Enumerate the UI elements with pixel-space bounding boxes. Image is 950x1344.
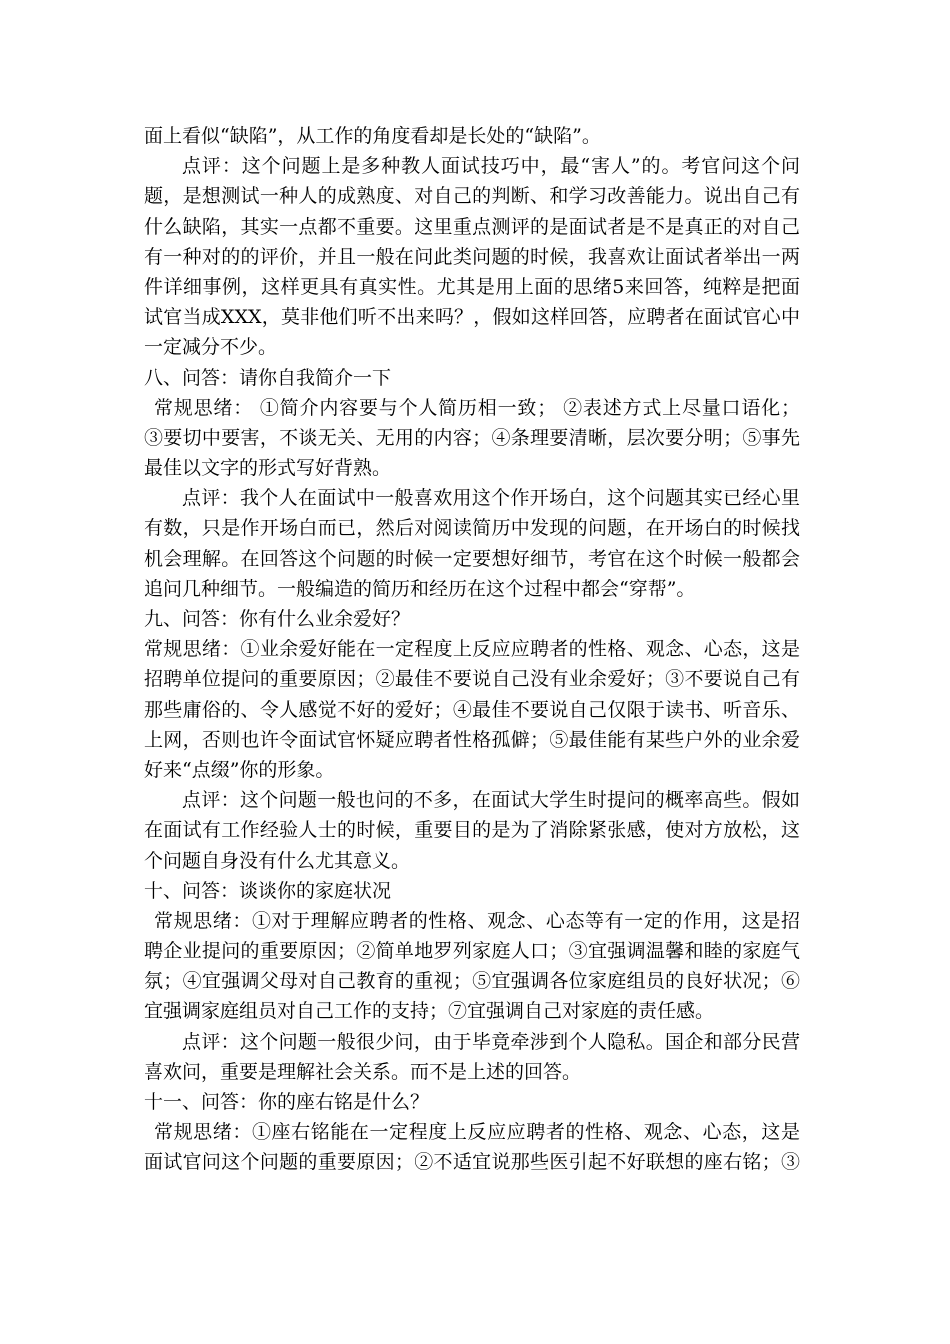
text-line: 件详细事例，这样更具有真实性。尤其是用上面的思绪5来回答，纯粹是把面: [144, 275, 800, 298]
text-line: 在面试有工作经验人士的时候，重要目的是为了消除紧张感，使对方放松，这: [144, 819, 800, 842]
text-line: 什么缺陷，其实一点都不重要。这里重点测评的是面试者是不是真正的对自己: [144, 215, 800, 238]
text-line: 点评：这个问题上是多种教人面试技巧中，最“害人”的。考官问这个问: [182, 155, 800, 178]
text-line: 上网，否则也许令面试官怀疑应聘者性格孤僻；⑤最佳能有某些户外的业余爱: [144, 728, 800, 751]
text-line: 题，是想测试一种人的成熟度、对自己的判断、和学习改善能力。说出自己有: [144, 185, 800, 208]
text-line: ③要切中要害，不谈无关、无用的内容；④条理要清晰，层次要分明；⑤事先: [144, 426, 800, 449]
text-line: 试官当成XXX，莫非他们听不出来吗？，假如这样回答，应聘者在面试官心中: [144, 306, 800, 329]
section-heading: 十、问答：谈谈你的家庭状况: [144, 879, 392, 902]
text-line: 个问题自身没有什么尤其意义。: [144, 849, 411, 872]
text-line: 那些庸俗的、令人感觉不好的爱好；④最佳不要说自己仅限于读书、听音乐、: [144, 698, 800, 721]
text-line: 面上看似“缺陷”，从工作的角度看却是长处的“缺陷”。: [144, 125, 601, 147]
text-line: 招聘单位提问的重要原因；②最佳不要说自己没有业余爱好；③不要说自己有: [144, 668, 800, 691]
text-line: 点评：我个人在面试中一般喜欢用这个作开场白，这个问题其实已经心里: [182, 487, 800, 510]
text-line: 宜强调家庭组员对自己工作的支持；⑦宜强调自己对家庭的责任感。: [144, 1000, 715, 1023]
text-line: 面试官问这个问题的重要原因；②不适宜说那些医引起不好联想的座右铭；③: [144, 1151, 800, 1174]
text-line: 点评：这个问题一般很少问，由于毕竟牵涉到个人隐私。国企和部分民营: [182, 1030, 800, 1053]
text-line: 氛；④宜强调父母对自己教育的重视；⑤宜强调各位家庭组员的良好状况；⑥: [144, 970, 800, 993]
section-heading: 十一、问答：你的座右铭是什么？: [144, 1091, 430, 1113]
section-heading: 八、问答：请你自我简介一下: [144, 366, 392, 389]
text-line: 好来“点缀”你的形象。: [144, 758, 335, 781]
text-line: 喜欢问，重要是理解社会关系。而不是上述的回答。: [144, 1060, 582, 1083]
section-heading: 九、问答：你有什么业余爱好？: [144, 608, 411, 630]
text-line: 常规思绪：①业余爱好能在一定程度上反应应聘者的性格、观念、心态，这是: [144, 638, 800, 661]
text-line: 常规思绪： ①简介内容要与个人简历相一致； ②表述方式上尽量口语化；: [154, 396, 800, 419]
text-line: 机会理解。在回答这个问题的时候一定要想好细节，考官在这个时候一般都会: [144, 547, 800, 570]
text-line: 有一种对的的评价，并且一般在问此类问题的时候，我喜欢让面试者举出一两: [144, 245, 800, 268]
text-line: 最佳以文字的形式写好背熟。: [144, 457, 392, 480]
text-line: 一定减分不少。: [144, 336, 278, 359]
text-line: 有数，只是作开场白而已，然后对阅读简历中发现的问题，在开场白的时候找: [144, 517, 800, 540]
text-line: 常规思绪：①座右铭能在一定程度上反应应聘者的性格、观念、心态，这是: [154, 1121, 800, 1144]
text-line: 聘企业提问的重要原因；②简单地罗列家庭人口；③宜强调温馨和睦的家庭气: [144, 940, 800, 963]
text-line: 追问几种细节。一般编造的简历和经历在这个过程中都会“穿帮”。: [144, 577, 696, 600]
document-body: [144, 121, 800, 1178]
text-line: 点评：这个问题一般也问的不多，在面试大学生时提问的概率高些。假如: [182, 789, 800, 812]
text-line: 常规思绪：①对于理解应聘者的性格、观念、心态等有一定的作用，这是招: [154, 909, 800, 932]
